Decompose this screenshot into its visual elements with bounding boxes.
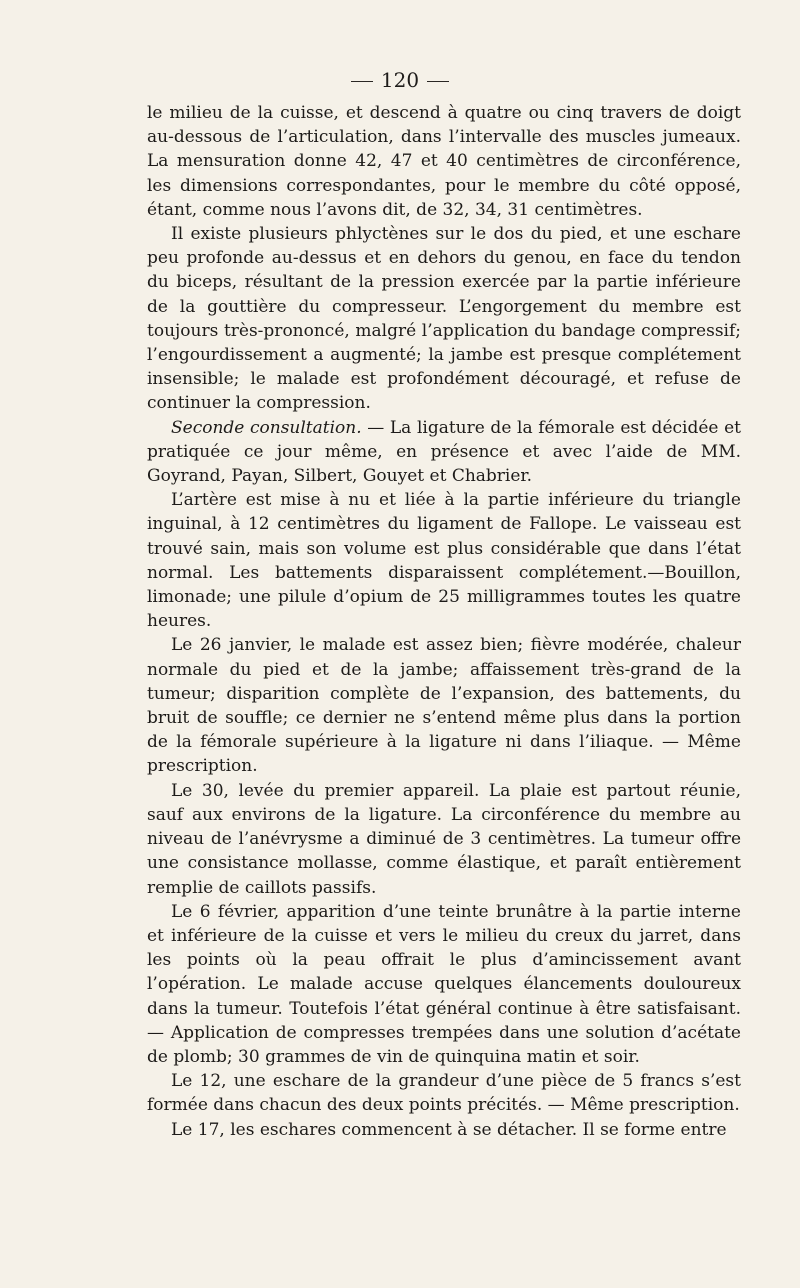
paragraph: Le 30, levée du premier appareil. La plaie est partout réunie, sauf aux environs de la ligature. La circonférence du membre au niveau de l’anévrysme a diminué de 3 centimètres. La tumeur offre une consistance mollasse, comme élastique, et paraît entièrement remplie de caillots passifs. [147,780,741,898]
header-dash-left [351,81,373,82]
page-header [0,68,800,92]
paragraph: L’artère est mise à nu et liée à la partie inférieure du triangle inguinal, à 12 centimètres du ligament de Fallope. Le vaisseau est trouvé sain, mais son volume est plus considérable que dans l’état normal. Les battements disparaissent complétement.—Bouillon, limonade; une pilule d’opium de 25 milligrammes toutes les quatre heures. [147,490,741,632]
paragraph: Le 6 février, apparition d’une teinte brunâtre à la partie interne et inférieure de la cuisse et vers le milieu du creux du jarret, dans les points où la peau offrait le plus d’amincissement avant l’opération. Le malade accuse quelques élancements douloureux dans la tumeur. Toutefois l’état général continue à être satisfaisant. — Application de compresses trempées dans une solution d’acétate de plomb; 30 grammes de vin de quinquina matin et soir. [147,901,741,1067]
body-text [147,101,741,1142]
paragraph: Le 17, les eschares commencent à se détacher. Il se forme entre [171,1119,727,1140]
header-dash-right [427,81,449,82]
paragraph: le milieu de la cuisse, et descend à quatre ou cinq travers de doigt au-dessous de l’articulation, dans l’intervalle des muscles jumeaux. La mensuration donne 42, 47 et 40 centimètres de circonférence, les dimensions correspondantes, pour le membre du côté opposé, étant, comme nous l’avons dit, de 32, 34, 31 centimètres. [147,103,741,220]
paragraph: Il existe plusieurs phlyctènes sur le dos du pied, et une eschare peu profonde au-dessus et en dehors du genou, en face du tendon du biceps, résultant de la pression exercée par la partie inférieure de la gouttière du compresseur. L’engorgement du membre est toujours très-prononcé, malgré l’application du bandage compressif; l’engourdissement a augmenté; la jambe est presque complétement insensible; le malade est profondément découragé, et refuse de continuer la compression. [147,224,741,414]
paragraph: Le 26 janvier, le malade est assez bien; fièvre modérée, chaleur normale du pied et de la jambe; affaissement très-grand de la tumeur; disparition complète de l’expansion, des battements, du bruit de souffle; ce dernier ne s’entend même plus dans la portion de la fémorale supérieure à la ligature ni dans l’iliaque. — Même prescription. [147,635,741,777]
paragraph [147,416,741,489]
paragraph: Le 12, une eschare de la grandeur d’une pièce de 5 francs s’est formée dans chacun des deux points précités. — Même prescription. [147,1071,741,1116]
page-number: 120 [380,68,420,92]
section-lead: Seconde consultation. [171,417,362,438]
paragraph-text: — La ligature de la fémorale est décidée et pratiquée ce jour même, en présence et avec l’aide de MM. Goyrand, Payan, Silbert, Gouyet et Chabrier. [147,417,741,487]
